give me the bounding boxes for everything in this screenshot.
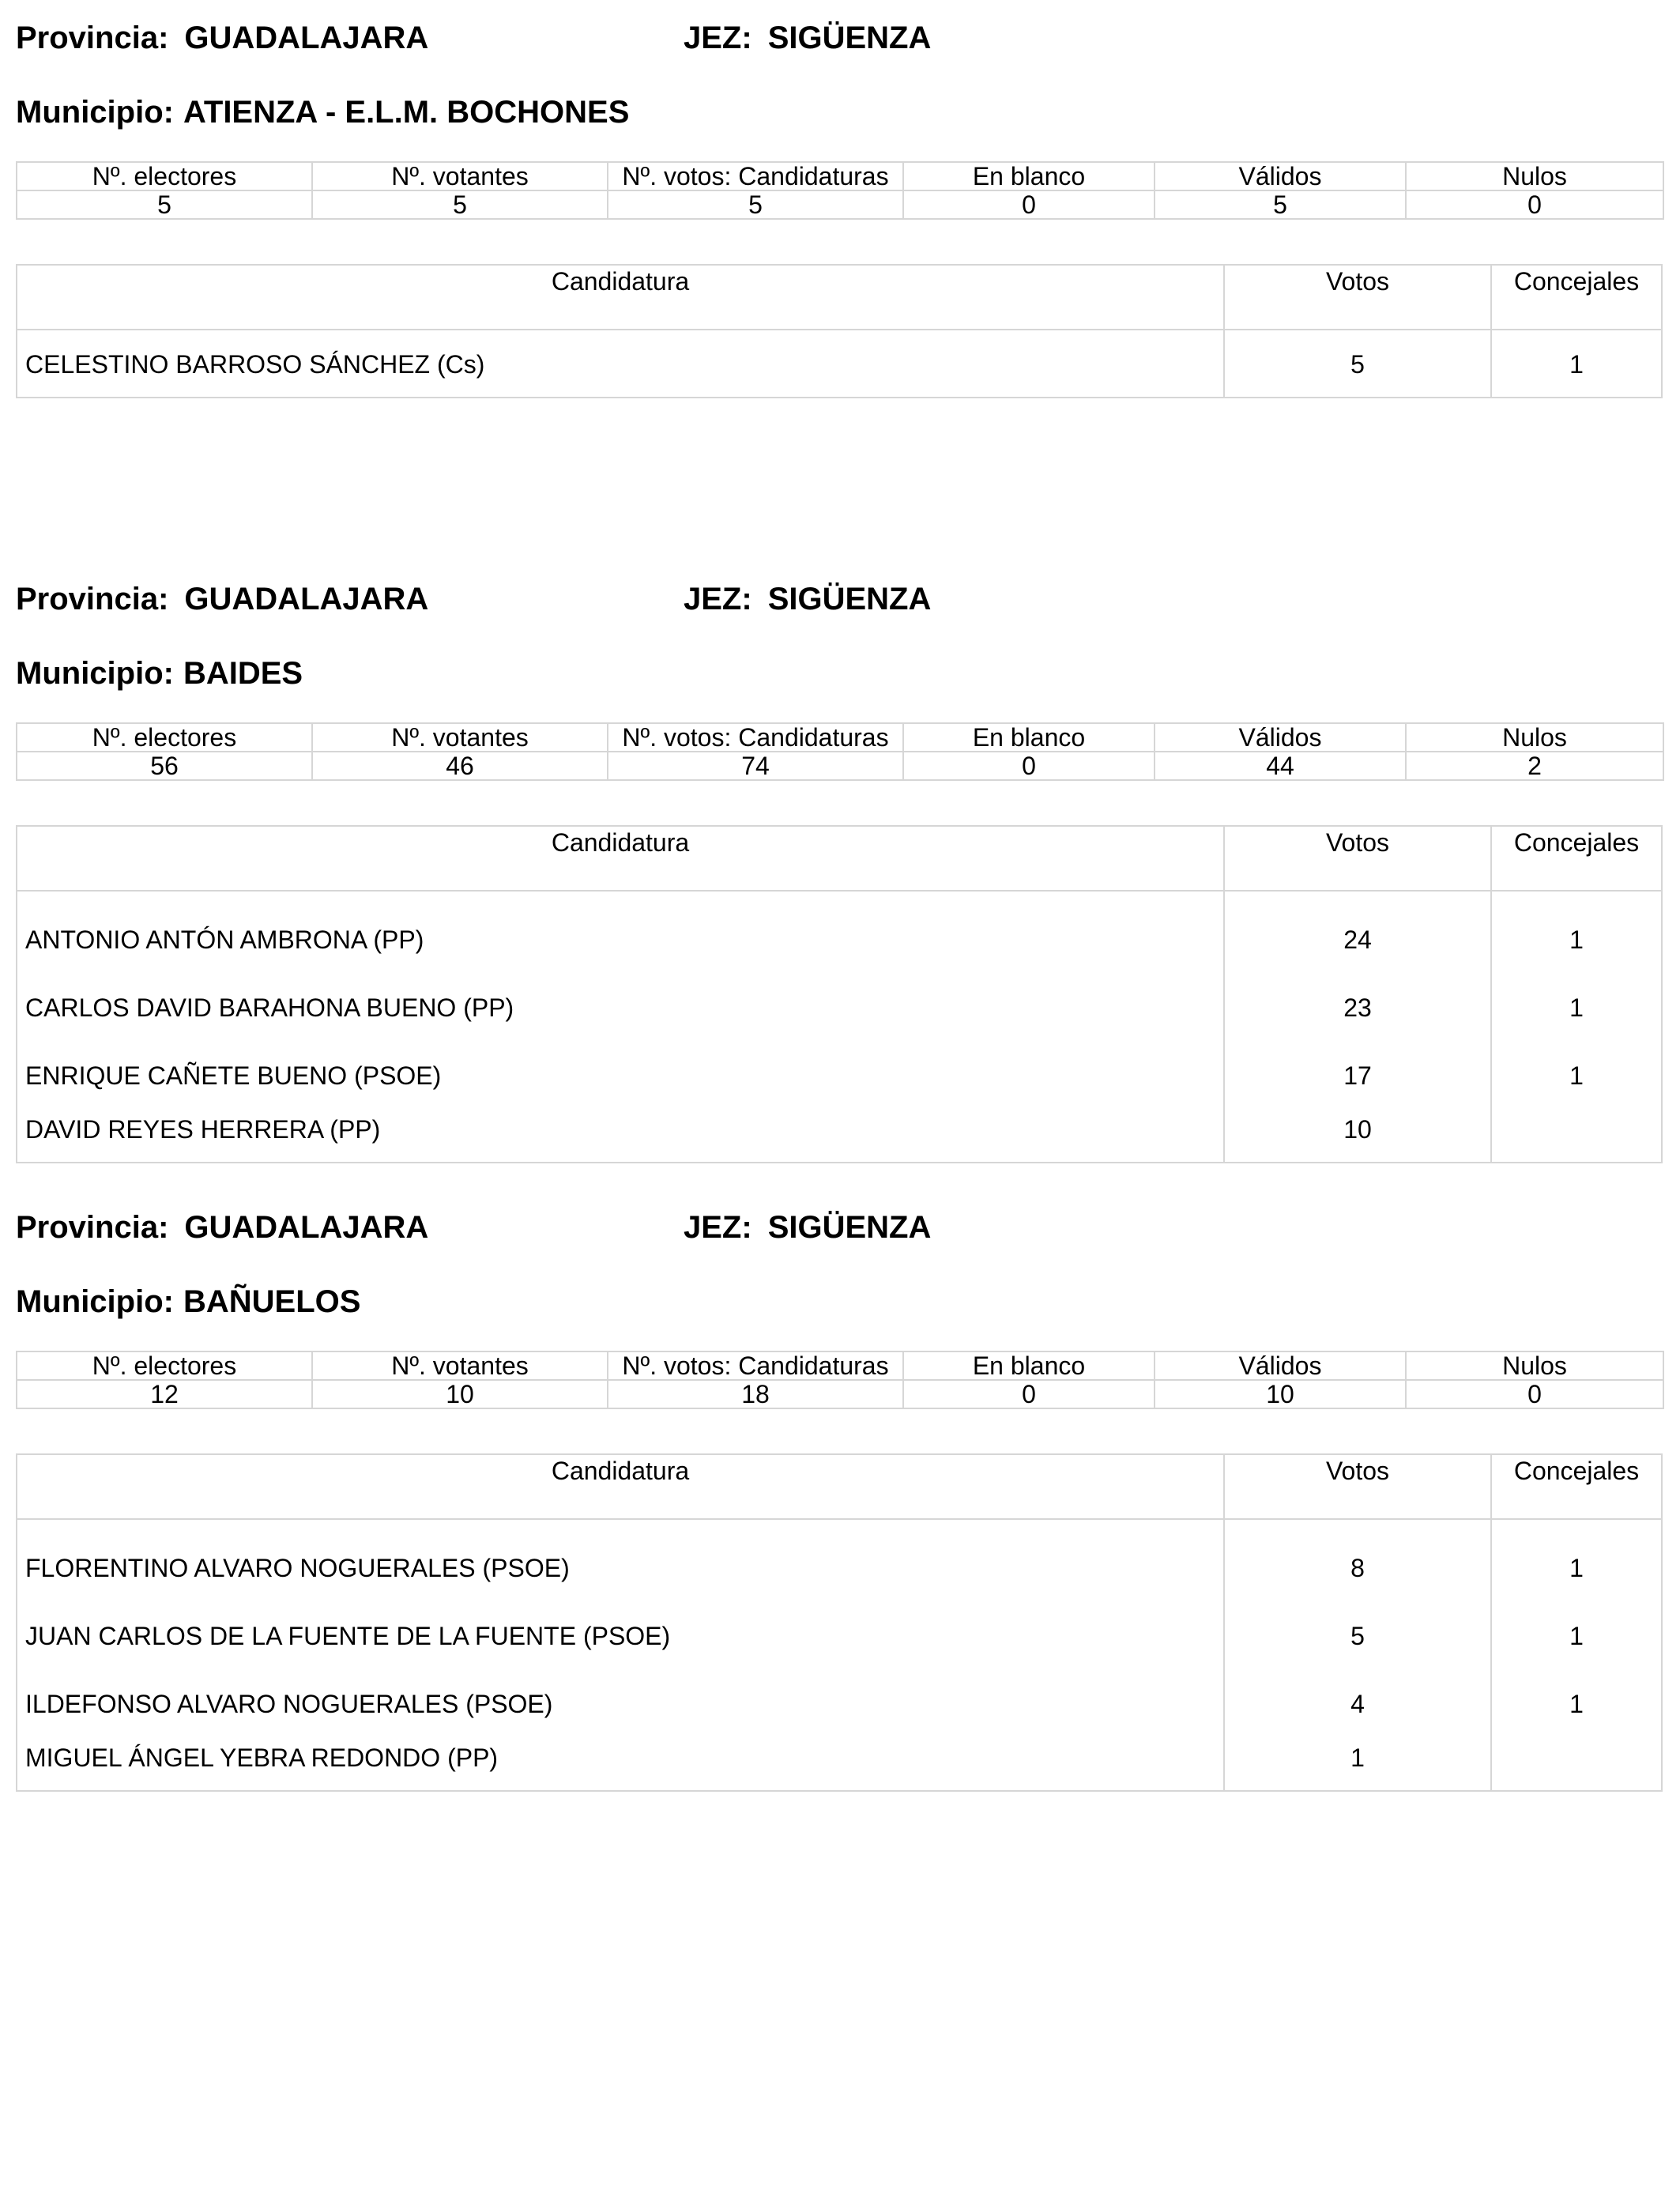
provincia-value: GUADALAJARA (184, 582, 429, 616)
candidatura-header: Candidatura (551, 828, 690, 857)
stats-header-votantes: Nº. votantes (312, 162, 608, 190)
candidate-concejales (1492, 1110, 1661, 1149)
candidate-concejales (1492, 1738, 1661, 1777)
stats-header-nulos: Nulos (1406, 1351, 1663, 1380)
municipio-value: ATIENZA - E.L.M. BOCHONES (183, 95, 630, 130)
candidate-votos: 17 (1343, 1061, 1372, 1090)
stats-value-votantes: 5 (312, 190, 608, 219)
stats-header-blanco: En blanco (903, 1351, 1155, 1380)
stats-header-candidaturas: Nº. votos: Candidaturas (608, 723, 903, 752)
provincia-heading (16, 583, 428, 615)
jez-heading (684, 1212, 931, 1243)
candidate-votos: 4 (1350, 1690, 1365, 1718)
jez-label: JEZ: (684, 582, 752, 616)
candidatura-header: Candidatura (551, 267, 690, 296)
candidate-name: ENRIQUE CAÑETE BUENO (PSOE) (25, 1061, 442, 1090)
stats-header-electores: Nº. electores (17, 1351, 312, 1380)
candidates-header-row (17, 266, 1661, 330)
jez-value: SIGÜENZA (767, 21, 932, 55)
municipio-label: Municipio: (16, 1284, 174, 1319)
candidate-name: MIGUEL ÁNGEL YEBRA REDONDO (PP) (25, 1744, 499, 1772)
stats-value-blanco: 0 (903, 190, 1155, 219)
votos-header: Votos (1223, 266, 1490, 329)
candidate-concejales: 1 (1569, 1690, 1584, 1718)
stats-value-validos: 44 (1155, 752, 1406, 780)
stats-value-electores: 12 (17, 1380, 312, 1408)
candidate-concejales: 1 (1569, 993, 1584, 1022)
stats-value-votantes: 46 (312, 752, 608, 780)
stats-value-validos: 5 (1155, 190, 1406, 219)
candidates-table (16, 264, 1663, 398)
stats-value-candidaturas: 5 (608, 190, 903, 219)
stats-header-row (17, 162, 1663, 190)
jez-label: JEZ: (684, 21, 752, 55)
stats-header-row (17, 1351, 1663, 1380)
stats-value-validos: 10 (1155, 1380, 1406, 1408)
municipio-value: BAIDES (183, 656, 303, 691)
stats-header-candidaturas: Nº. votos: Candidaturas (608, 1351, 903, 1380)
provincia-label: Provincia: (16, 582, 169, 616)
candidates-body (17, 892, 1661, 1162)
candidates-header-row (17, 827, 1661, 892)
stats-value-candidaturas: 18 (608, 1380, 903, 1408)
stats-value-votantes: 10 (312, 1380, 608, 1408)
candidate-concejales: 1 (1569, 1622, 1584, 1650)
provincia-label: Provincia: (16, 21, 169, 55)
votos-header: Votos (1223, 827, 1490, 890)
stats-value-nulos: 2 (1406, 752, 1663, 780)
stats-header-electores: Nº. electores (17, 162, 312, 190)
stats-value-blanco: 0 (903, 1380, 1155, 1408)
candidate-votos: 5 (1350, 1622, 1365, 1650)
stats-value-blanco: 0 (903, 752, 1155, 780)
provincia-value: GUADALAJARA (184, 1210, 429, 1245)
municipio-heading (16, 96, 629, 128)
jez-heading (684, 583, 931, 615)
stats-header-votantes: Nº. votantes (312, 723, 608, 752)
jez-heading (684, 22, 931, 54)
candidate-concejales: 1 (1569, 1061, 1584, 1090)
provincia-value: GUADALAJARA (184, 21, 429, 55)
stats-value-electores: 56 (17, 752, 312, 780)
stats-value-candidaturas: 74 (608, 752, 903, 780)
stats-header-candidaturas: Nº. votos: Candidaturas (608, 162, 903, 190)
candidate-name: ILDEFONSO ALVARO NOGUERALES (PSOE) (25, 1690, 553, 1718)
jez-label: JEZ: (684, 1210, 752, 1245)
stats-header-blanco: En blanco (903, 723, 1155, 752)
candidate-concejales: 1 (1569, 1554, 1584, 1582)
candidate-concejales: 1 (1569, 350, 1584, 379)
candidate-name: DAVID REYES HERRERA (PP) (25, 1115, 381, 1144)
candidate-name: CELESTINO BARROSO SÁNCHEZ (Cs) (25, 350, 485, 379)
stats-header-electores: Nº. electores (17, 723, 312, 752)
candidate-concejales: 1 (1569, 925, 1584, 954)
candidate-name: FLORENTINO ALVARO NOGUERALES (PSOE) (25, 1554, 570, 1582)
candidate-votos: 1 (1350, 1744, 1365, 1772)
stats-value-row (17, 1380, 1663, 1408)
stats-table (16, 161, 1664, 220)
concejales-header: Concejales (1490, 1455, 1661, 1518)
municipio-heading (16, 658, 303, 689)
candidate-votos: 23 (1343, 993, 1372, 1022)
candidate-name: CARLOS DAVID BARAHONA BUENO (PP) (25, 993, 514, 1022)
stats-value-electores: 5 (17, 190, 312, 219)
votos-header: Votos (1223, 1455, 1490, 1518)
stats-value-nulos: 0 (1406, 190, 1663, 219)
stats-table (16, 1351, 1664, 1409)
stats-header-validos: Válidos (1155, 162, 1406, 190)
stats-header-votantes: Nº. votantes (312, 1351, 608, 1380)
candidates-body (17, 330, 1661, 397)
stats-header-validos: Válidos (1155, 723, 1406, 752)
concejales-header: Concejales (1490, 266, 1661, 329)
jez-value: SIGÜENZA (767, 1210, 932, 1245)
stats-table (16, 722, 1664, 781)
stats-header-nulos: Nulos (1406, 723, 1663, 752)
stats-header-nulos: Nulos (1406, 162, 1663, 190)
stats-header-row (17, 723, 1663, 752)
stats-header-validos: Válidos (1155, 1351, 1406, 1380)
provincia-heading (16, 22, 428, 54)
stats-value-row (17, 190, 1663, 219)
candidate-votos: 24 (1343, 925, 1372, 954)
candidate-name: JUAN CARLOS DE LA FUENTE DE LA FUENTE (PSOE) (25, 1622, 671, 1650)
municipio-label: Municipio: (16, 95, 174, 130)
candidate-votos: 5 (1350, 350, 1365, 379)
concejales-header: Concejales (1490, 827, 1661, 890)
candidates-table (16, 825, 1663, 1163)
candidates-header-row (17, 1455, 1661, 1520)
provincia-label: Provincia: (16, 1210, 169, 1245)
candidate-name: ANTONIO ANTÓN AMBRONA (PP) (25, 925, 424, 954)
municipio-label: Municipio: (16, 656, 174, 691)
candidatura-header: Candidatura (551, 1457, 690, 1485)
provincia-heading (16, 1212, 428, 1243)
jez-value: SIGÜENZA (767, 582, 932, 616)
candidate-votos: 10 (1343, 1115, 1372, 1144)
municipio-value: BAÑUELOS (183, 1284, 361, 1319)
stats-header-blanco: En blanco (903, 162, 1155, 190)
candidates-table (16, 1453, 1663, 1792)
stats-value-nulos: 0 (1406, 1380, 1663, 1408)
municipio-heading (16, 1286, 360, 1318)
candidates-body (17, 1520, 1661, 1790)
stats-value-row (17, 752, 1663, 780)
candidate-votos: 8 (1350, 1554, 1365, 1582)
